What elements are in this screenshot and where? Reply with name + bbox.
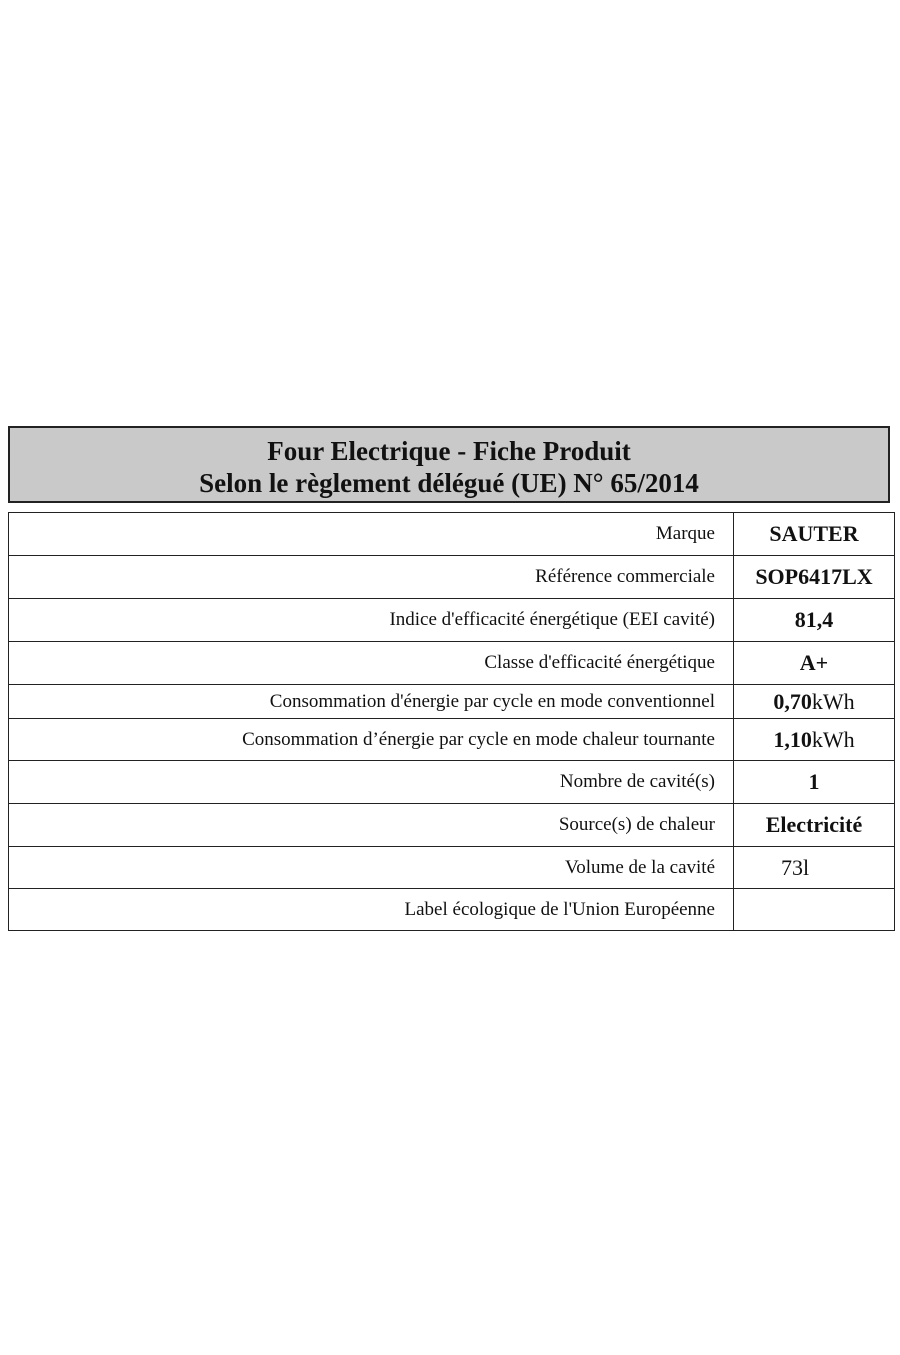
table-row [9,685,895,719]
table-row [9,556,895,599]
fiche-title: Four Electrique - Fiche Produit [267,436,631,466]
row-label-classe: Classe d'efficacité énergétique [9,642,734,685]
table-row [9,642,895,685]
row-value-conso-conventionnel [734,685,895,719]
table-row [9,513,895,556]
volume-cavite-value: 73l [781,854,810,880]
row-label-reference: Référence commerciale [9,556,734,599]
table-row [9,804,895,847]
conso-chaleur-tournante-number: 1,10 [773,726,812,752]
row-value-reference: SOP6417LX [734,556,895,599]
product-sheet-table [8,512,895,931]
row-label-conso-conventionnel: Consommation d'énergie par cycle en mode conventionnel [9,685,734,719]
row-value-marque: SAUTER [734,513,895,556]
table-row [9,761,895,804]
table-row [9,889,895,931]
row-label-label-ecologique: Label écologique de l'Union Européenne [9,889,734,931]
row-label-source-chaleur: Source(s) de chaleur [9,804,734,847]
row-value-volume-cavite [734,847,895,889]
fiche-subtitle: Selon le règlement délégué (UE) N° 65/2014 [199,468,699,498]
row-label-volume-cavite: Volume de la cavité [9,847,734,889]
conso-chaleur-tournante-unit: kWh [811,726,855,752]
row-value-conso-chaleur-tournante [734,719,895,761]
table-row [9,847,895,889]
row-value-source-chaleur: Electricité [734,804,895,847]
fiche-header [8,426,890,503]
row-label-nombre-cavites: Nombre de cavité(s) [9,761,734,804]
table-row [9,599,895,642]
table-row [9,719,895,761]
row-value-nombre-cavites: 1 [734,761,895,804]
row-value-eei: 81,4 [734,599,895,642]
conso-conventionnel-unit: kWh [811,688,855,714]
row-label-eei: Indice d'efficacité énergétique (EEI cavité) [9,599,734,642]
row-label-conso-chaleur-tournante: Consommation d’énergie par cycle en mode chaleur tournante [9,719,734,761]
row-value-label-ecologique [734,889,895,931]
row-label-marque: Marque [9,513,734,556]
row-value-classe: A+ [734,642,895,685]
conso-conventionnel-number: 0,70 [773,688,812,714]
